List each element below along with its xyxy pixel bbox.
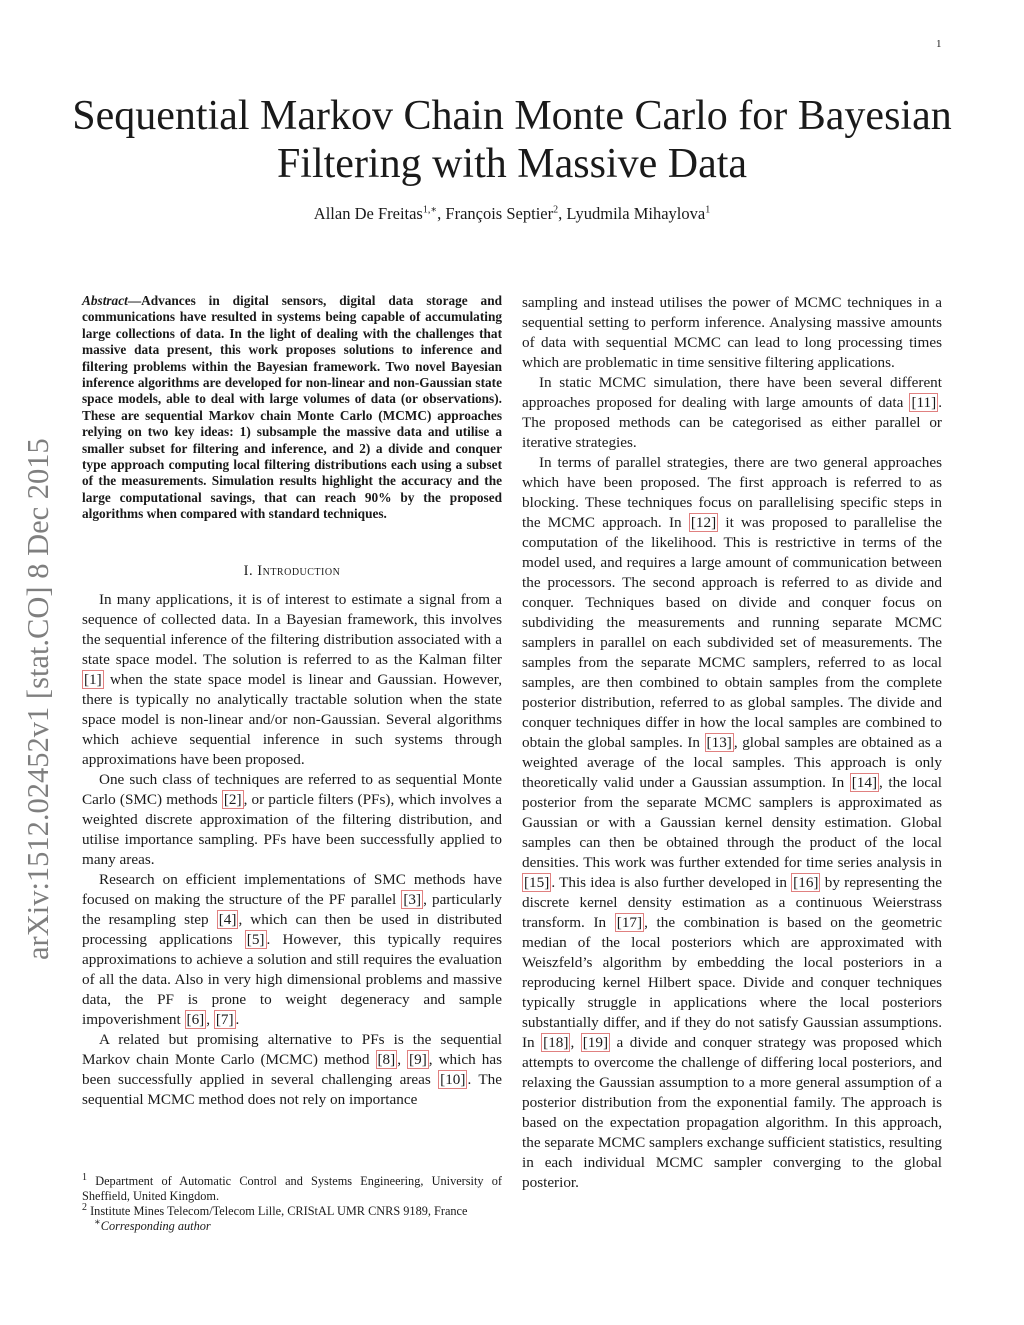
citation-link[interactable]: [17] xyxy=(616,914,643,931)
right-column xyxy=(522,293,942,1193)
footnote-mark: 1 xyxy=(82,1171,87,1183)
paragraph-text: In static MCMC simulation, there have been several different approaches proposed for dealing with large amounts of data xyxy=(522,374,942,411)
body-paragraph xyxy=(522,453,942,1193)
page-number: 1 xyxy=(936,38,942,50)
paragraph-text: a divide and conquer strategy was proposed which attempts to overcome the challenge of differing local posteriors, and relaxing the Gaussian assumption to a more general assumption of a posterior distribution from the exponential family. The approach is based on the expectation propagation algorithm. In this approach, the separate MCMC samplers exchange sufficient statistics, resulting in each individual MCMC sampler converging to the global posterior. xyxy=(522,1034,942,1191)
footnote xyxy=(82,1171,502,1204)
paragraph-text: , which can then be used in distributed processing applications xyxy=(82,910,502,948)
author-name: Allan De Freitas xyxy=(313,204,423,223)
author-affiliation: 2 xyxy=(553,204,559,216)
paper-title: Sequential Markov Chain Monte Carlo for Bayesian Filtering with Massive Data xyxy=(72,93,952,187)
body-paragraph xyxy=(82,870,502,1030)
author-list: Allan De Freitas$^{1,∗}$, François Septier$^2$, Lyudmila Mihaylova$^1$ xyxy=(313,204,711,223)
paragraph-text: , the local posterior from the separate MCMC samplers is approximated as Gaussian or with a Gaussian kernel density estimation. Global samples can then be obtained through the product of the local densities. This work was further extended for time series analysis in xyxy=(522,774,943,871)
citation-link[interactable]: [7] xyxy=(215,1010,234,1028)
paragraph-text: when the state space model is linear and Gaussian. However, there is typically no analytically tractable solution when the state space model is non-linear and/or non-Gaussian. Several algorithms which achieve sequential inference in such systems through approximations have been proposed. xyxy=(82,670,502,768)
paragraph-text: , which has been successfully applied in several challenging areas xyxy=(82,1050,502,1088)
citation-link[interactable]: [18] xyxy=(543,1034,569,1051)
footnote xyxy=(82,1216,502,1234)
citation-link[interactable]: [1] xyxy=(84,670,102,688)
paragraph-text: Research on efficient implementations of SMC methods have focused on making the structure of the PF parallel xyxy=(82,870,502,908)
section-numeral: I. xyxy=(243,562,254,579)
citation-link[interactable]: [3] xyxy=(403,890,422,908)
citation-link[interactable]: [9] xyxy=(409,1050,427,1068)
abstract: Abstract—Advances in digital sensors, digital data storage and communications have resulted in systems being capable of accumulating large collections of data. In the light of dealing with the challenges that massive data present, this work proposes solutions to inference and filtering problems within the Bayesian framework. Two novel Bayesian inference algorithms are developed for non-linear and non-Gaussian state space models, able to deal with large volumes of data (or observations). These are sequential Markov chain Monte Carlo (MCMC) approaches relying on two key ideas: 1) subsample the massive data and utilise a smaller subset for filtering and inference, and 2) a divide and conquer type approach computing local filtering distributions each using a subset of the measurements. Simulation results highlight the accuracy and the large computational savings, that can reach 90% by the proposed algorithms when compared with standard techniques. xyxy=(82,293,502,522)
citation-link[interactable]: [13] xyxy=(706,734,732,751)
citation-link[interactable]: [6] xyxy=(186,1010,205,1028)
citation-link[interactable]: [4] xyxy=(218,910,237,928)
abstract-label: Abstract xyxy=(82,293,128,308)
author-affiliation: 1 xyxy=(705,204,711,216)
body-paragraph xyxy=(82,590,502,770)
citation-link[interactable]: [10] xyxy=(440,1070,466,1088)
left-column-body xyxy=(82,590,502,1110)
footnote-mark: ∗ xyxy=(94,1216,101,1228)
paragraph-text: In many applications, it is of interest to estimate a signal from a sequence of collected data. In a Bayesian framework, this involves the sequential inference of the filtering distribution associated with a state space model. The solution is referred to as the Kalman filter xyxy=(82,590,502,668)
body-paragraph xyxy=(82,1030,502,1110)
citation-link[interactable]: [16] xyxy=(793,874,819,891)
paragraph-text: , xyxy=(206,1010,214,1028)
paragraph-text: In terms of parallel strategies, there are two general approaches which have been proposed. The first approach is referred to as blocking. These techniques focus on parallelising specific steps in the MCMC approach. In xyxy=(522,454,942,531)
paragraph-text: . However, this typically requires approximations to achieve a solution and still requires the evaluation of all the data. Also in very high dimensional problems and massive data, the PF is prone to weight degeneracy and sample impoverishment xyxy=(82,930,503,1028)
paragraph-text: by representing the discrete kernel density estimation as a continuous Weierstrass transform. In xyxy=(522,874,942,931)
citation-link[interactable]: [8] xyxy=(377,1050,396,1068)
paragraph-text: . xyxy=(235,1010,240,1028)
paragraph-text: One such class of techniques are referred to as sequential Monte Carlo (SMC) methods xyxy=(82,770,502,808)
right-column-body xyxy=(522,293,942,1193)
paragraph-text: . This idea is also further developed in xyxy=(551,874,792,891)
paragraph-text: sampling and instead utilises the power of MCMC techniques in a sequential setting to perform inference. Analysing massive amounts of data with sequential MCMC can lead to long processing times which are problematic in time sensitive filtering applications. xyxy=(522,294,942,371)
paragraph-text: A related but promising alternative to PFs is the sequential Markov chain Monte Carlo (MCMC) method xyxy=(82,1030,502,1068)
left-column xyxy=(82,293,502,1110)
abstract-text: Advances in digital sensors, digital data storage and communications have resulted in systems being capable of accumulating large collections of data. In the light of dealing with the challenges that massive data present, this work proposes solutions to inference and filtering problems within the Bayesian framework. Two novel Bayesian inference algorithms are developed for non-linear and non-Gaussian state space models, able to deal with large volumes of data (or observations). These are sequential Markov chain Monte Carlo (MCMC) approaches relying on two key ideas: 1) subsample the massive data and utilise a smaller subset for filtering and inference, and 2) a divide and conquer type approach computing local filtering distributions each using a subset of the measurements. Simulation results highlight the accuracy and the large computational savings, that can reach 90% by the proposed algorithms when compared with standard techniques. xyxy=(82,293,502,522)
footnote xyxy=(82,1201,502,1219)
citation-link[interactable]: [5] xyxy=(246,930,265,948)
author-affiliation: 1,∗ xyxy=(422,204,438,216)
arxiv-identifier-stamp: arXiv:1512.02452v1 [stat.CO] 8 Dec 2015 xyxy=(21,438,55,960)
paragraph-text: , particularly the resampling step xyxy=(82,890,503,928)
citation-link[interactable]: [2] xyxy=(223,790,242,808)
body-paragraph xyxy=(522,373,942,453)
citation-link[interactable]: [12] xyxy=(690,514,717,531)
citation-link[interactable]: [15] xyxy=(524,874,550,891)
paragraph-text: , or particle filters (PFs), which involves a weighted discrete approximation of the filtering distribution, and utilise importance sampling. PFs have been successfully applied to many areas. xyxy=(82,790,503,868)
footnotes xyxy=(82,1171,502,1234)
citation-link[interactable]: [11] xyxy=(911,394,937,411)
paragraph-text: , global samples are obtained as a weighted average of the local samples. This approach is only theoretically valid under a Gaussian assumption. In xyxy=(522,734,942,791)
citation-link[interactable]: [19] xyxy=(582,1034,609,1051)
citation-link[interactable]: [14] xyxy=(851,774,878,791)
paragraph-text: , the combination is based on the geometric median of the local posteriors which are approximated with Weiszfeld’s algorithm by embedding the local posteriors in a reproducing kernel Hilbert space. Divide and conquer techniques typically struggle in applications where the local posteriors substantially differ, and if they do not satisfy Gaussian assumptions. In xyxy=(522,914,942,1051)
paragraph-text: . The sequential MCMC method does not rely on importance xyxy=(82,1070,502,1108)
footnote-text: Corresponding author xyxy=(100,1219,211,1233)
paragraph-text: . The proposed methods can be categorised as either parallel or iterative strategies. xyxy=(522,394,942,451)
footnote-text: Institute Mines Telecom/Telecom Lille, CRIStAL UMR CNRS 9189, France xyxy=(90,1204,468,1218)
body-paragraph xyxy=(82,770,502,870)
author-name: François Septier xyxy=(445,204,554,223)
author-name: Lyudmila Mihaylova xyxy=(566,204,706,223)
paragraph-text: , xyxy=(397,1050,408,1068)
footnote-text: Department of Automatic Control and Systems Engineering, University of Sheffield, United Kingdom. xyxy=(82,1174,502,1203)
paragraph-text: it was proposed to parallelise the computation of the likelihood. This is restrictive in terms of the model used, and requires a large amount of communication between the processors. The second approach is referred to as divide and conquer. Techniques based on divide and conquer focus on subdividing the measurements and running separate MCMC samplers in parallel on each subdivided set of measurements. The samples from the separate MCMC samplers, referred to as local samples, are then combined to obtain samples from the complete posterior distribution, referred to as global samples. The divide and conquer techniques differ in how the local samples are combined to obtain the global samples. In xyxy=(522,514,942,751)
footnote-mark: 2 xyxy=(82,1201,87,1213)
paragraph-text: , xyxy=(570,1034,581,1051)
body-paragraph xyxy=(522,293,942,373)
section-heading-introduction xyxy=(82,563,502,580)
section-title: Introduction xyxy=(257,562,341,579)
